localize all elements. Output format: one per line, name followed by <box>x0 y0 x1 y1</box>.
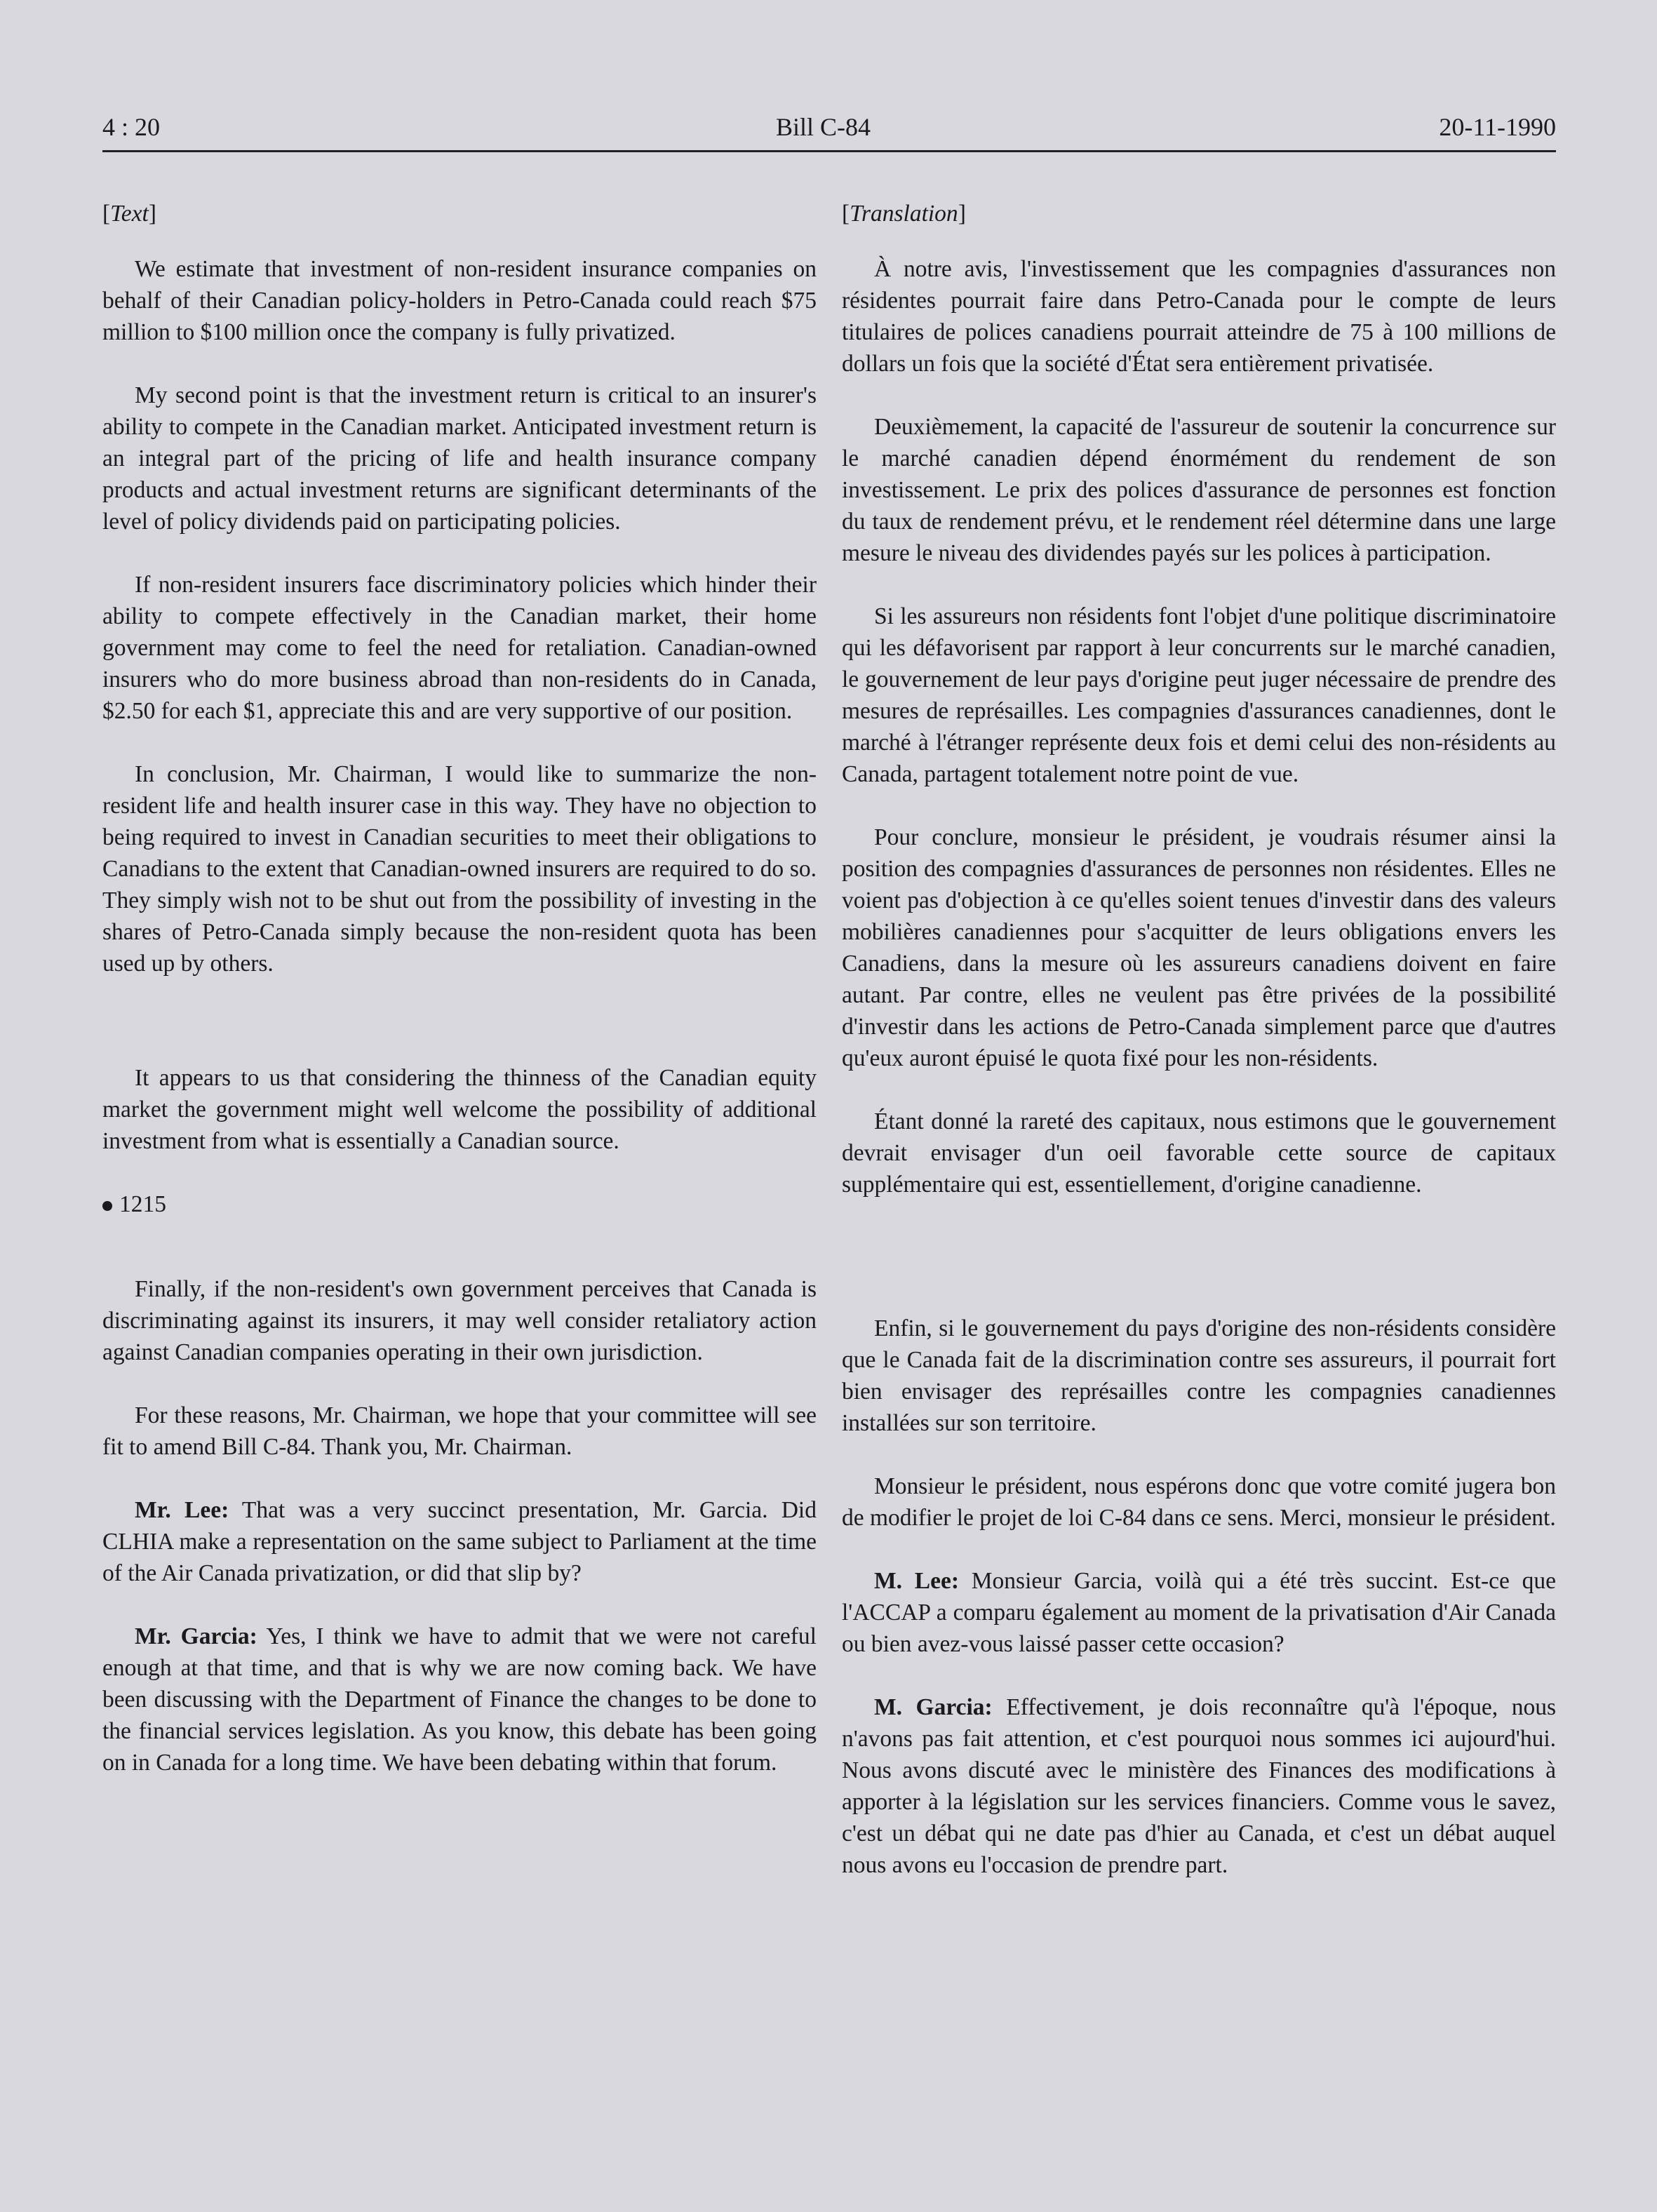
paragraph: For these reasons, Mr. Chairman, we hope that your committee will see fit to amend Bill C-84. Thank you, Mr. Chairman. <box>102 1402 817 1460</box>
paragraph: If non-resident insurers face discriminatory policies which hinder their ability to compete effectively in the Canadian market, their home government may come to feel the need for retaliation. Canadian-owned insurers who do more business abroad than non-residents do in Canada, $2.50 for each $1, appreciate this and are very supportive of our position. <box>102 572 817 724</box>
paragraph: My second point is that the investment return is critical to an insurer's ability to compete in the Canadian market. Anticipated investment return is an integral part of the pricing of life and health insurance company products and actual investment returns are significant determinants of the level of policy dividends paid on participating policies. <box>102 382 817 535</box>
paragraph: Si les assureurs non résidents font l'objet d'une politique discriminatoire qui les défavorisent par rapport à leur concurrents sur le marché canadien, le gouvernement de leur pays d'origine peut juger nécessaire de prendre des mesures de représailles. Les compagnies d'assurances canadiennes, dont le marché à l'étranger représente deux fois et demi celui des non-résidents au Canada, partagent totalement notre point de vue. <box>842 603 1556 787</box>
paragraph: Deuxièmement, la capacité de l'assureur de soutenir la concurrence sur le marché canadien dépend énormément du rendement de son investissement. Le prix des polices d'assurance de personnes est fonction du taux de rendement prévu, et le rendement réel détermine dans une large mesure le niveau des dividendes payés sur les polices à participation. <box>842 414 1556 566</box>
paragraph: It appears to us that considering the thinness of the Canadian equity market the government might well welcome the possibility of additional investment from what is essentially a Canadian source. <box>102 1065 817 1154</box>
speaker-name: Mr. Garcia: <box>135 1623 257 1649</box>
speaker-paragraph: M. Garcia: Effectivement, je dois reconnaître qu'à l'époque, nous n'avons pas fait attention, et c'est pourquoi nous sommes ici aujourd'hui. Nous avons discuté avec le ministère des Finances des modifications à apporter à la législation sur les services financiers. Comme vous le savez, c'est un débat qui ne date pas d'hier au Canada, et c'est un débat auquel nous avons eu l'occasion de prendre part. <box>842 1694 1556 1878</box>
speaker-paragraph: Mr. Garcia: Yes, I think we have to admit that we were not careful enough at that time, and that is why we are now coming back. We have been discussing with the Department of Finance the changes to be done to the financial services legislation. As you know, this debate has been going on in Canada for a long time. We have been debating within that forum. <box>102 1623 817 1776</box>
paragraph: Enfin, si le gouvernement du pays d'origine des non-résidents considère que le Canada fait de la discrimination contre ses assureurs, il pourrait fort bien envisager des représailles contre les compagnies canadiennes installées sur son territoire. <box>842 1315 1556 1436</box>
page-number: 4 : 20 <box>102 113 161 141</box>
header-date: 20-11-1990 <box>1439 113 1556 141</box>
french-column <box>842 198 1556 1912</box>
translation-tag: [Translation] <box>842 201 966 227</box>
paragraph: In conclusion, Mr. Chairman, I would like to summarize the non-resident life and health insurer case in this way. They have no objection to being required to invest in Canadian securities to meet their obligations to Canadians to the extent that Canadian-owned insurers are required to do so. They simply wish not to be shut out from the possibility of investing in the shares of Petro-Canada simply because the non-resident quota has been used up by others. <box>102 761 817 977</box>
speaker-name: M. Lee: <box>874 1568 959 1594</box>
bill-title: Bill C-84 <box>776 113 871 141</box>
paragraph: Pour conclure, monsieur le président, je voudrais résumer ainsi la position des compagnies d'assurances de personnes non résidentes. Elles ne voient pas d'objection à ce qu'elles soient tenues d'investir dans des valeurs mobilières canadiennes pour s'acquitter de leurs obligations envers les Canadiens, dans la mesure où les assureurs canadiens doivent en faire autant. Par contre, elles ne veulent pas être privées de la possibilité d'investir dans les actions de Petro-Canada simplement parce que d'autres qu'eux auront épuisé le quota fixé pour les non-résidents. <box>842 824 1556 1071</box>
paragraph: Étant donné la rareté des capitaux, nous estimons que le gouvernement devrait envisager d'un oeil favorable cette source de capitaux supplémentaire qui est, essentiellement, d'origine canadienne. <box>842 1108 1556 1198</box>
speaker-paragraph: M. Lee: Monsieur Garcia, voilà qui a été très succint. Est-ce que l'ACCAP a comparu également au moment de la privatisation d'Air Canada ou bien avez-vous laissé passer cette occasion? <box>842 1568 1557 1657</box>
text-tag: [Text] <box>102 201 156 227</box>
bullet-icon <box>102 1201 112 1211</box>
speaker-name: Mr. Lee: <box>135 1497 229 1523</box>
paragraph: Finally, if the non-resident's own government perceives that Canada is discriminating against its insurers, it may well consider retaliatory action against Canadian companies operating in their own jurisdiction. <box>102 1276 817 1365</box>
page-header <box>102 111 1556 152</box>
speaker-paragraph: Mr. Lee: That was a very succinct presentation, Mr. Garcia. Did CLHIA make a representation on the same subject to Parliament at the time of the Air Canada privatization, or did that slip by? <box>102 1497 817 1586</box>
paragraph: We estimate that investment of non-resident insurance companies on behalf of their Canadian policy-holders in Petro-Canada could reach $75 million to $100 million once the company is fully privatized. <box>102 256 817 345</box>
paragraph: À notre avis, l'investissement que les compagnies d'assurances non résidentes pourrait faire dans Petro-Canada pour le compte de leurs titulaires de polices canadiens pourrait atteindre de 75 à 100 millions de dollars un fois que la société d'État sera entièrement privatisée. <box>842 256 1556 377</box>
timestamp: 1215 <box>102 1188 817 1220</box>
paragraph: Monsieur le président, nous espérons donc que votre comité jugera bon de modifier le projet de loi C-84 dans ce sens. Merci, monsieur le président. <box>842 1473 1556 1531</box>
english-column <box>102 198 817 1810</box>
speaker-name: M. Garcia: <box>874 1694 993 1720</box>
